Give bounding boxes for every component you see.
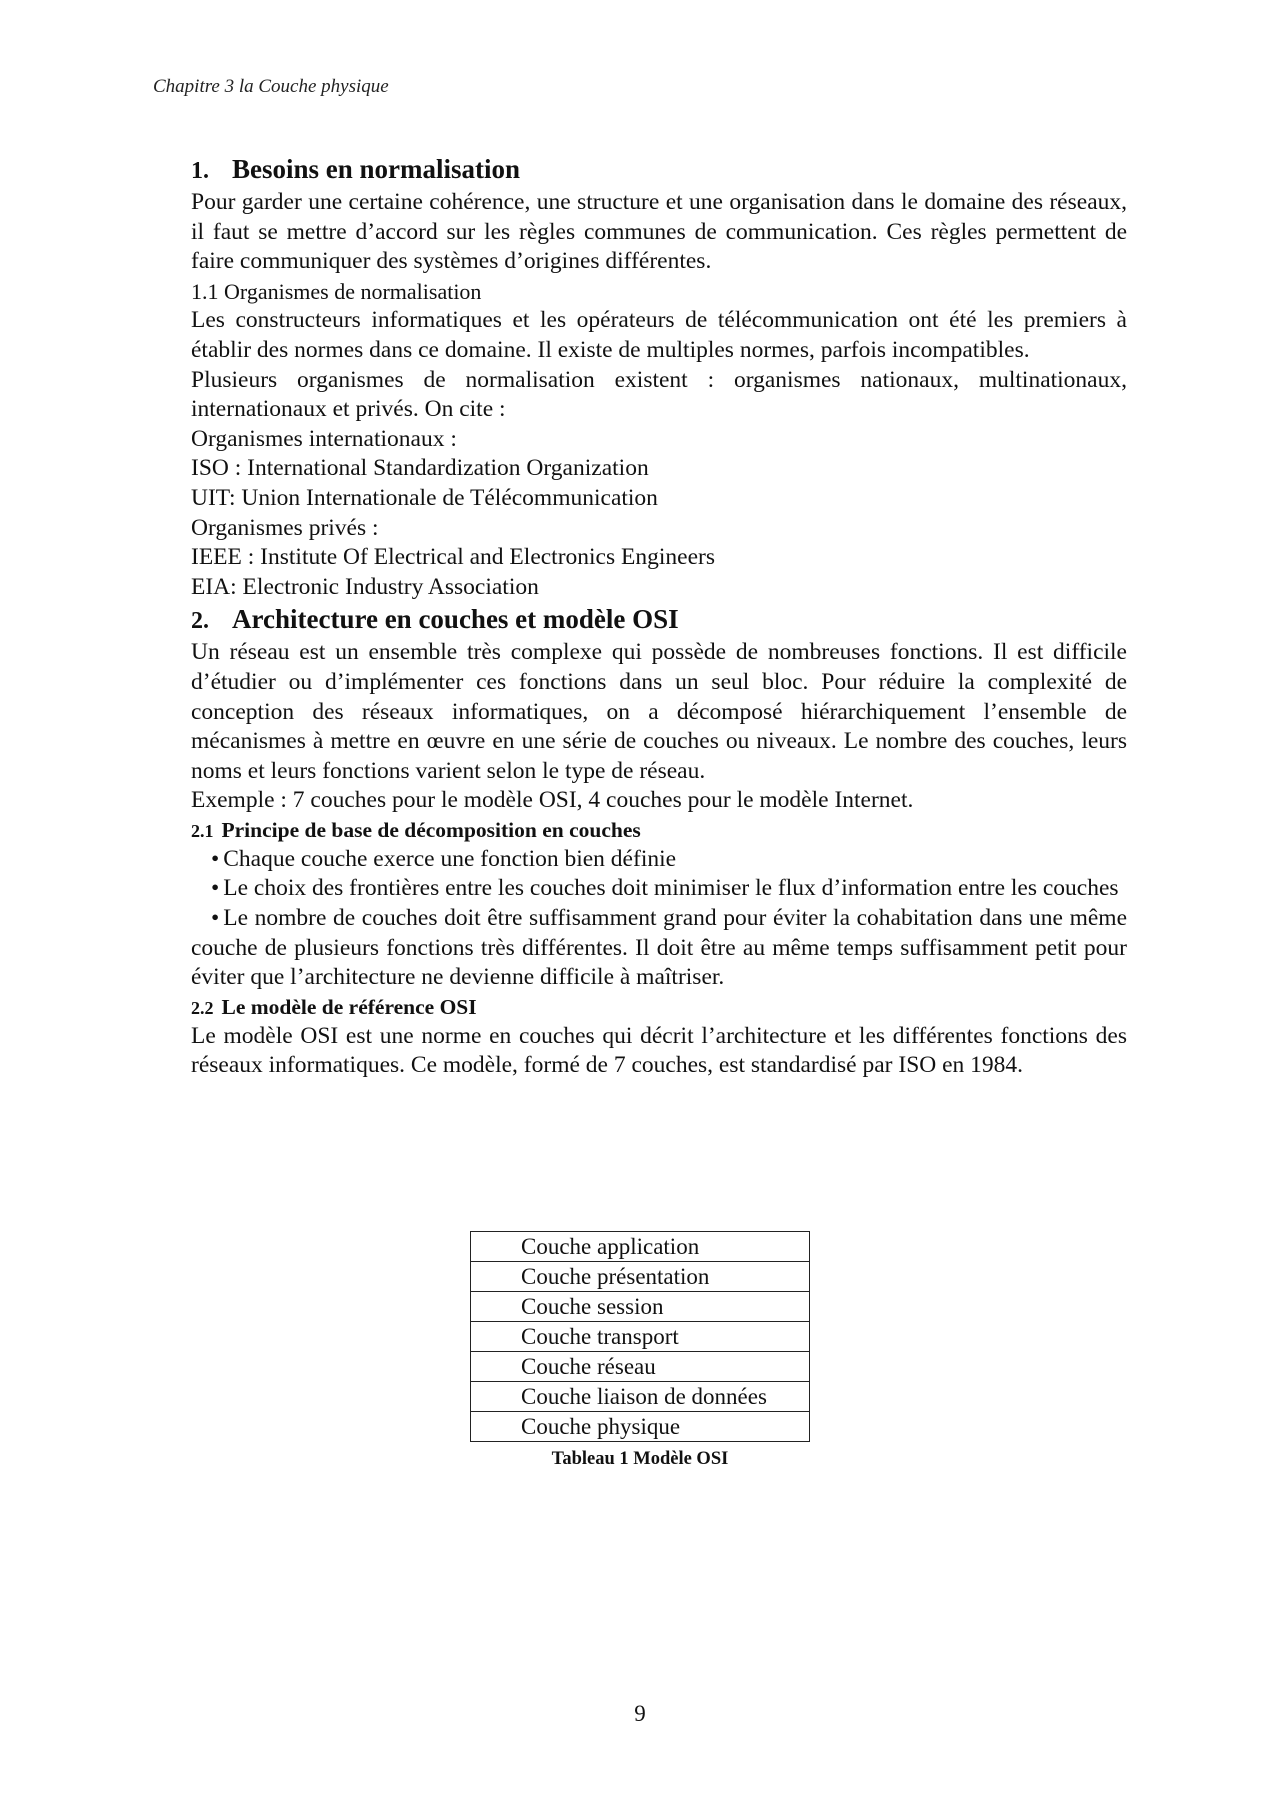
table-row (471, 1382, 810, 1412)
section-number: 1. (191, 158, 209, 184)
table-cell: Couche réseau (471, 1352, 810, 1382)
table-row (471, 1232, 810, 1262)
bullet-item: • Chaque couche exerce une fonction bien définie (211, 845, 677, 872)
paragraph: Les constructeurs informatiques et les opérateurs de télécommunication ont été les premiers à établir des normes dans ce domaine. Il existe de multiples normes, parfois incompatibles. (191, 307, 1127, 363)
bullet-item: • Le nombre de couches doit être suffisamment grand pour éviter la cohabitation dans une même couche de plusieurs fonctions très différentes. Il doit être au même temps suffisamment petit pour éviter que l’architecture ne devienne difficile à maîtriser. (191, 905, 1127, 991)
osi-layers-table (470, 1231, 810, 1442)
subsection-2-1-heading (191, 816, 1127, 845)
bullet-icon: • (211, 875, 220, 902)
table-caption: Tableau 1 Modèle OSI (551, 1449, 729, 1469)
table-row (471, 1412, 810, 1442)
table-cell: Couche application (471, 1232, 810, 1262)
section-title: Besoins en normalisation (232, 154, 521, 184)
subsection-title: Principe de base de décomposition en couches (221, 817, 641, 842)
list-label: Organismes internationaux : (191, 425, 457, 452)
list-label: Organismes privés : (191, 514, 379, 541)
paragraph: Un réseau est un ensemble très complexe qui possède de nombreuses fonctions. Il est difficile d’étudier ou d’implémenter ces fonctions dans un seul bloc. Pour réduire la complexité de conception des réseaux informatiques, on a décomposé hiérarchiquement l’ensemble de mécanismes à mettre en œuvre en une série de couches ou niveaux. Le nombre des couches, leurs noms et leurs fonctions varient selon le type de réseau. (191, 639, 1127, 784)
list-item: ISO : International Standardization Organization (191, 455, 649, 482)
section-2-heading (191, 602, 1127, 638)
paragraph: Le modèle OSI est une norme en couches qui décrit l’architecture et les différentes fonctions des réseaux informatiques. Ce modèle, formé de 7 couches, est standardisé par ISO en 1984. (191, 1022, 1127, 1079)
list-item: UIT: Union Internationale de Télécommunication (191, 484, 658, 511)
paragraph: Pour garder une certaine cohérence, une structure et une organisation dans le domaine des réseaux, il faut se mettre d’accord sur les règles communes de communication. Ces règles permettent de faire communiquer des systèmes d’origines différentes. (191, 189, 1127, 275)
table-row (471, 1352, 810, 1382)
section-1-heading (191, 152, 1127, 188)
running-header: Chapitre 3 la Couche physique (153, 76, 389, 97)
bullet-icon: • (211, 845, 220, 872)
table-cell: Couche session (471, 1292, 810, 1322)
subsection-1-1-heading: 1.1 Organismes de normalisation (191, 278, 482, 304)
bullet-item: • Le choix des frontières entre les couches doit minimiser le flux d’information entre les couches (211, 875, 1119, 902)
table-cell: Couche physique (471, 1412, 810, 1442)
section-number: 2. (191, 608, 209, 635)
list-item: IEEE : Institute Of Electrical and Electronics Engineers (191, 544, 715, 571)
table-row (471, 1262, 810, 1292)
page-number: 9 (634, 1701, 646, 1726)
section-title: Architecture en couches et modèle OSI (232, 604, 679, 635)
bullet-icon: • (211, 905, 220, 932)
subsection-number: 2.2 (191, 997, 214, 1018)
subsection-2-2-heading (191, 993, 1127, 1022)
list-item: EIA: Electronic Industry Association (191, 573, 539, 600)
paragraph: Plusieurs organismes de normalisation existent : organismes nationaux, multinationaux, internationaux et privés. On cite : (191, 366, 1127, 423)
table-cell: Couche présentation (471, 1262, 810, 1292)
table-cell: Couche transport (471, 1322, 810, 1352)
table-cell: Couche liaison de données (471, 1382, 810, 1412)
subsection-number: 2.1 (191, 820, 214, 841)
subsection-title: Le modèle de référence OSI (221, 994, 477, 1019)
table-row (471, 1322, 810, 1352)
table-row (471, 1292, 810, 1322)
page-body (191, 152, 1127, 1081)
paragraph: Exemple : 7 couches pour le modèle OSI, 4 couches pour le modèle Internet. (191, 787, 914, 814)
